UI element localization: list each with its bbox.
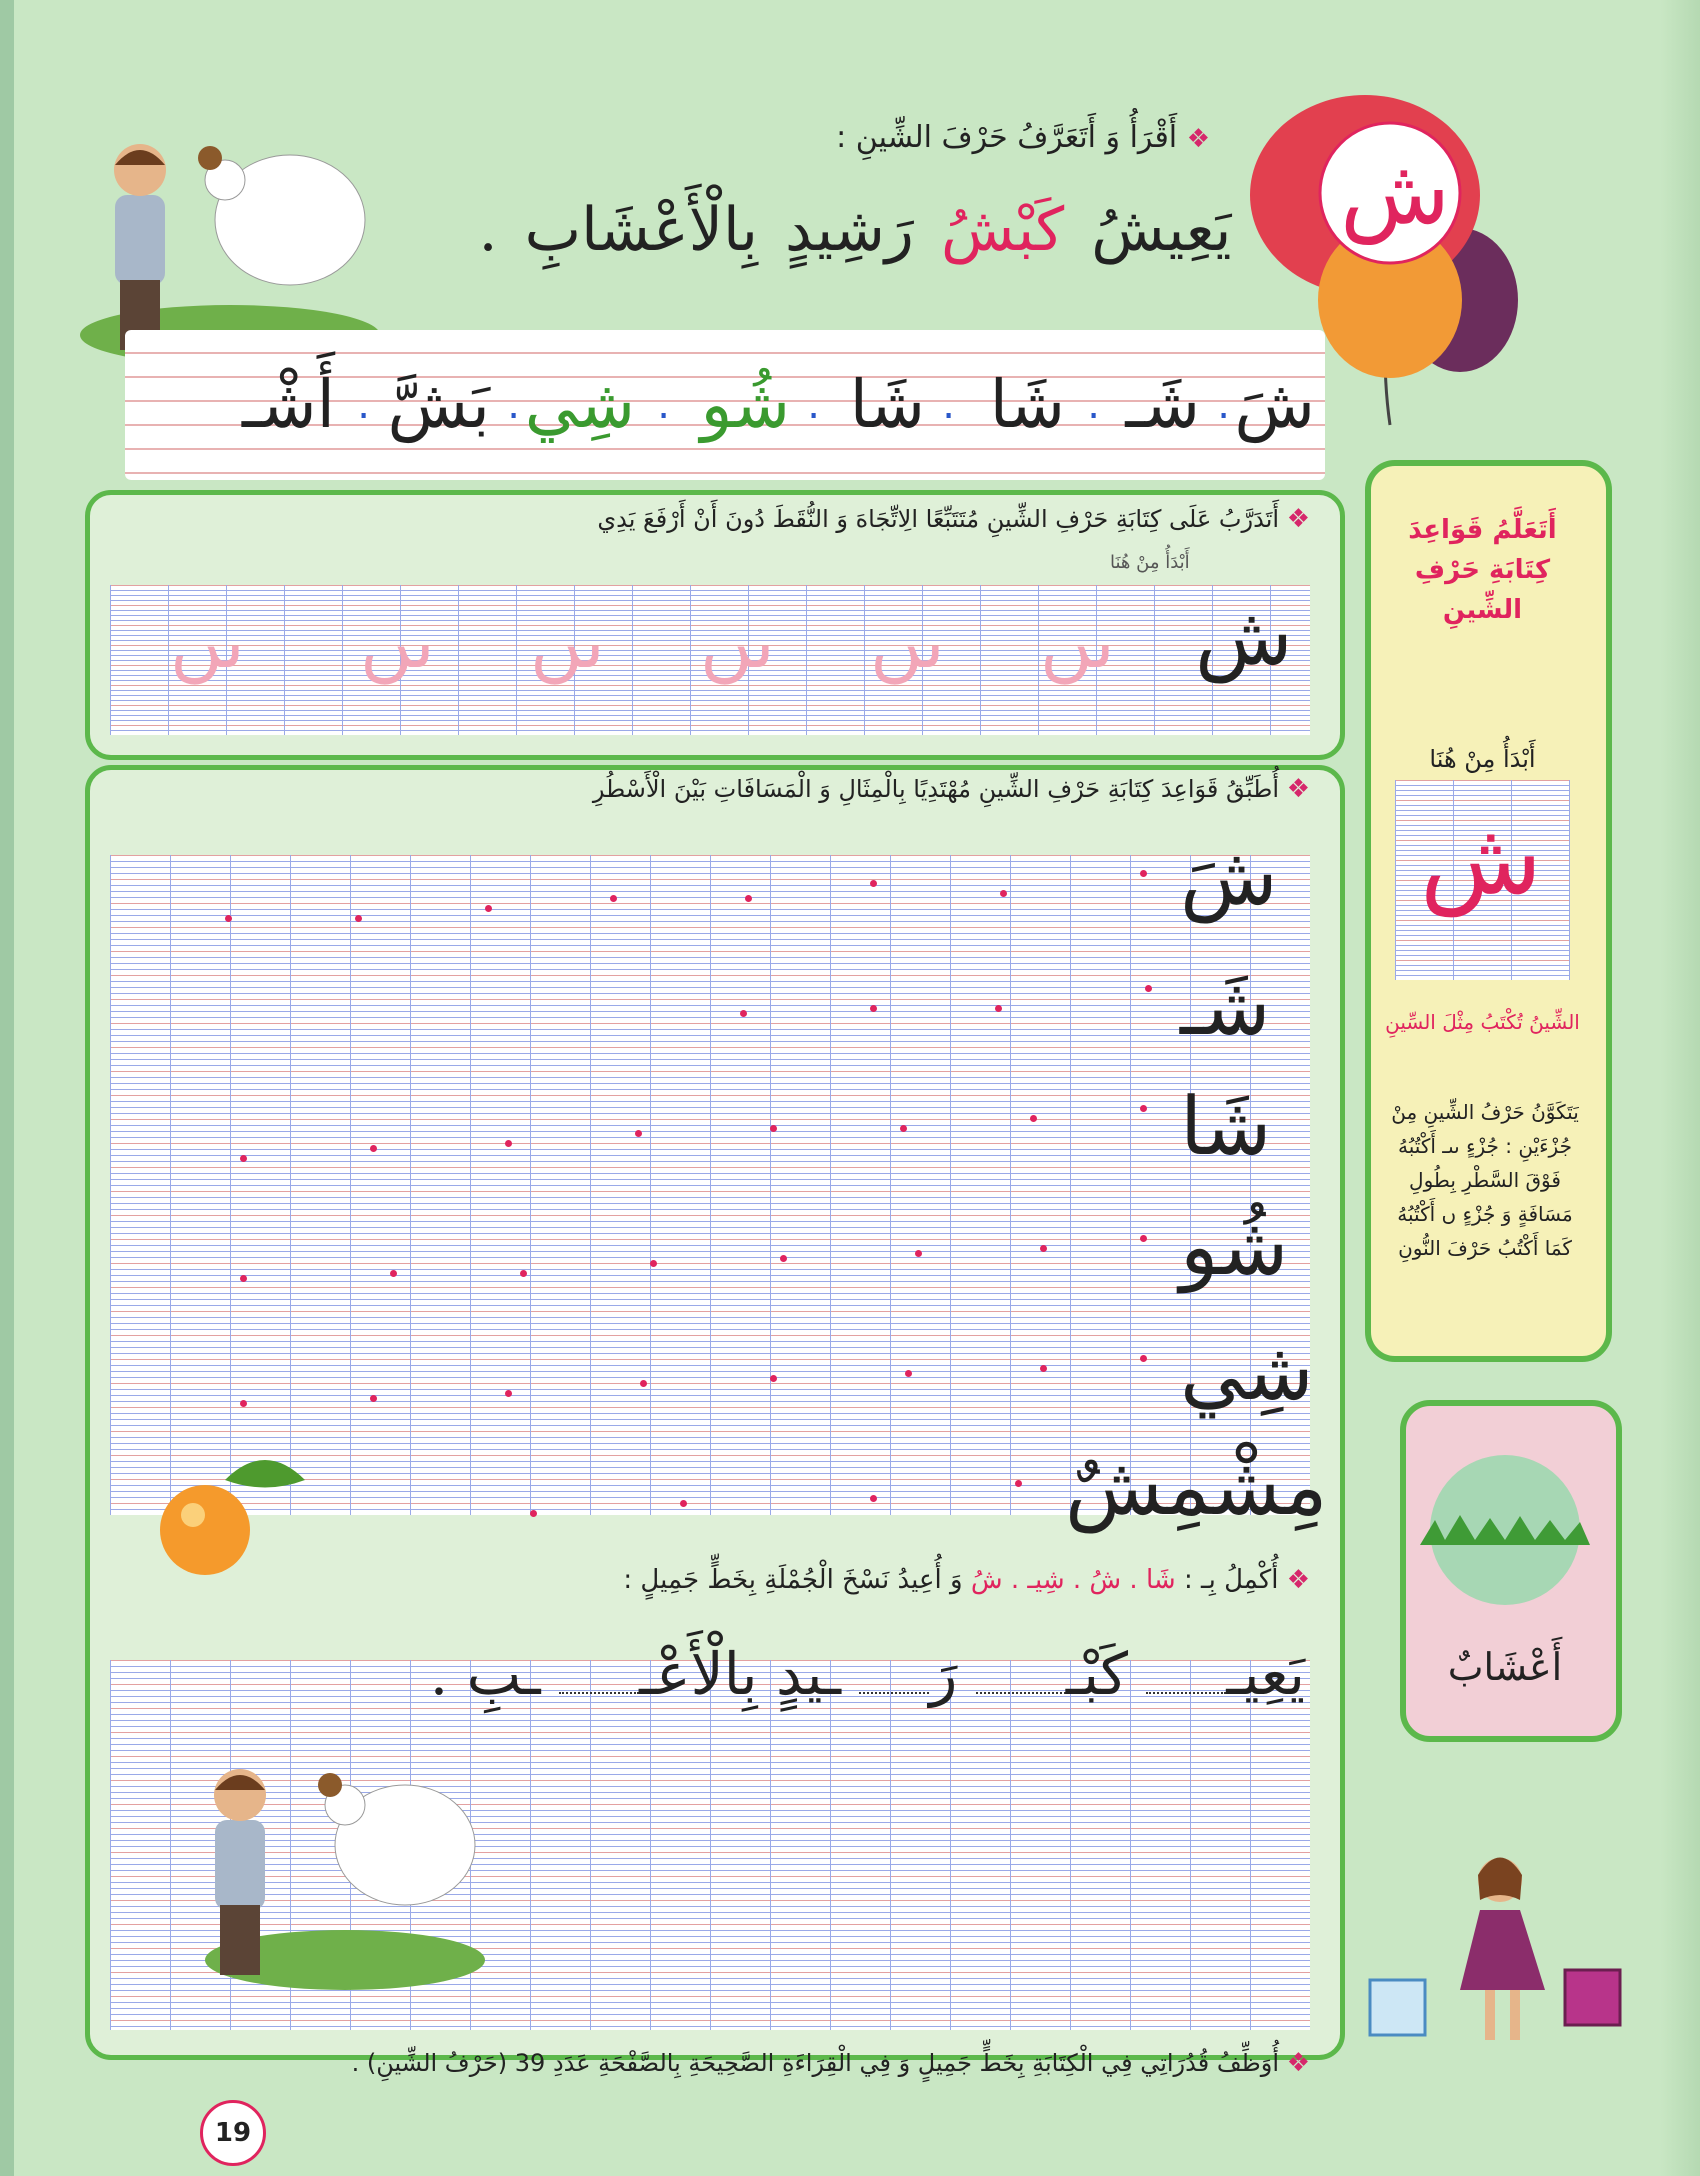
blank[interactable] — [1146, 1692, 1226, 1694]
start-dot — [995, 1005, 1002, 1012]
traced-letter: ىں — [870, 600, 945, 684]
rules-letter: ش — [1420, 800, 1543, 917]
blank[interactable] — [859, 1692, 929, 1694]
traced-letter: ىں — [700, 600, 775, 684]
page-edge — [0, 0, 14, 2176]
start-dot — [1140, 1235, 1147, 1242]
start-dot — [915, 1250, 922, 1257]
model-letter: شُو — [1180, 1200, 1289, 1293]
word-1: يَعِيشُ — [1091, 195, 1232, 265]
section4-options: شَا . شُ . شِيـ . شُ — [970, 1565, 1176, 1595]
word-3: رَشِيدٍ — [785, 195, 914, 265]
start-dot — [1030, 1115, 1037, 1122]
bullet-icon: ❖ — [1186, 124, 1210, 154]
boy-sheep-illustration — [195, 1760, 495, 2000]
start-dot — [870, 880, 877, 887]
start-dot — [390, 1270, 397, 1277]
blank[interactable] — [976, 1692, 1066, 1694]
syllable: بَشَّ — [387, 366, 490, 443]
separator-dot: . — [807, 382, 820, 428]
separator-dot: . — [357, 382, 370, 428]
bullet-icon: ❖ — [1286, 2048, 1310, 2078]
separator-dot: . — [1217, 382, 1230, 428]
syllable: شُو — [700, 366, 790, 443]
model-word: مِشْمِشٌ — [1065, 1440, 1328, 1533]
start-dot — [240, 1275, 247, 1282]
start-dot — [905, 1370, 912, 1377]
start-dot — [770, 1375, 777, 1382]
separator-dot: . — [507, 382, 520, 428]
model-letter: شَا — [1180, 1080, 1272, 1173]
grass-icon — [1420, 1510, 1590, 1550]
section1-header — [836, 120, 1210, 155]
start-dot — [635, 1130, 642, 1137]
girl-illustration — [1350, 1840, 1630, 2060]
traced-letter: ىں — [170, 600, 245, 684]
start-dot — [770, 1125, 777, 1132]
syllable: شَا — [849, 366, 925, 443]
start-dot — [900, 1125, 907, 1132]
fill-part: ـيدٍ بِالْأَعْـ — [639, 1640, 841, 1708]
start-dot — [1040, 1245, 1047, 1252]
start-dot — [1140, 1105, 1147, 1112]
start-dot — [355, 915, 362, 922]
page-shade — [1660, 0, 1700, 2176]
syllable: شِي — [524, 366, 635, 443]
start-dot — [780, 1255, 787, 1262]
blank[interactable] — [559, 1692, 639, 1694]
section2-header — [310, 500, 1310, 538]
fill-part: رَ — [929, 1640, 958, 1708]
start-dot — [650, 1260, 657, 1267]
rules-note: الشِّينُ تُكْتَبُ مِثْلَ السِّينِ — [1385, 1010, 1580, 1034]
bullet-icon: ❖ — [1286, 774, 1310, 804]
syllable: شَا — [989, 366, 1065, 443]
fill-part: كَبْـ — [1065, 1640, 1128, 1708]
bullet-icon: ❖ — [1286, 504, 1310, 534]
rules-start-hint: أَبْدَأُ مِنْ هُنَا — [1429, 745, 1536, 773]
traced-letter: ىں — [1040, 600, 1115, 684]
fill-part: ـبِ — [466, 1640, 541, 1708]
word-5: . — [478, 195, 498, 265]
writing-grid — [110, 855, 1310, 1515]
start-dot — [745, 895, 752, 902]
start-dot — [505, 1140, 512, 1147]
start-dot — [225, 915, 232, 922]
section3-instruction: أُطَبِّقُ قَوَاعِدَ كِتَابَةِ حَرْفِ الشِّينِ مُهْتَدِيًا بِالْمِثَالِ وَ الْمَسَافَاتِ بَيْنَ الْأَسْطُرِ — [592, 775, 1280, 803]
example-sentence — [470, 195, 1240, 295]
separator-dot: . — [942, 382, 955, 428]
syllable-row — [125, 330, 1325, 480]
start-dot — [870, 1005, 877, 1012]
example-letter: ش — [1195, 590, 1293, 683]
traced-letter: ىں — [530, 600, 605, 684]
separator-dot: . — [1087, 382, 1100, 428]
start-dot — [610, 895, 617, 902]
model-letter: شِي — [1180, 1325, 1314, 1418]
model-letter: شَـ — [1180, 960, 1271, 1053]
bullet-icon: ❖ — [1286, 1565, 1310, 1595]
start-dot — [370, 1395, 377, 1402]
section4-prefix: أُكْمِلُ بِـ : — [1183, 1565, 1279, 1595]
start-hint: أَبْدَأُ مِنْ هُنَا — [1110, 552, 1190, 573]
start-dot — [680, 1500, 687, 1507]
start-dot — [485, 905, 492, 912]
rules-title: أَتَعَلَّمُ قَوَاعِدَ كِتَابَةِ حَرْفِ الشِّينِ — [1408, 515, 1557, 625]
model-letter: شَ — [1180, 830, 1278, 923]
section4-header — [623, 1565, 1310, 1595]
word-4: بِالْأَعْشَابِ — [524, 195, 758, 265]
start-dot — [640, 1380, 647, 1387]
start-dot — [1015, 1480, 1022, 1487]
start-dot — [1140, 1355, 1147, 1362]
start-dot — [530, 1510, 537, 1517]
fill-sentence — [430, 1640, 1305, 1708]
section1-instruction: أَقْرَأُ وَ أَتَعَرَّفُ حَرْفَ الشِّينِ : — [836, 120, 1178, 155]
fill-part: . — [429, 1640, 449, 1708]
footer-line: أُوَظِّفُ قُدُرَاتِي فِي الْكِتَابَةِ بِخَطٍّ جَمِيلٍ وَ فِي الْقِرَاءَةِ الصَّحِيحَةِ بِالصَّفْحَةِ عَدَدِ 39 (حَرْفُ الشِّينِ) . — [351, 2049, 1280, 2077]
section2-instruction: أَتَدَرَّبُ عَلَى كِتَابَةِ حَرْفِ الشِّينِ مُتَتَبِّعًا الِاتِّجَاهَ وَ النُّقَطَ دُونَ أَنْ أَرْفَعَ يَدِي — [597, 505, 1280, 533]
fill-part: يَعِيـ — [1226, 1640, 1305, 1708]
start-dot — [740, 1010, 747, 1017]
start-dot — [240, 1400, 247, 1407]
separator-dot: . — [657, 382, 670, 428]
word-2: كَبْشُ — [940, 195, 1065, 265]
start-dot — [870, 1495, 877, 1502]
start-dot — [505, 1390, 512, 1397]
rules-body: يَتَكَوَّنُ حَرْفُ الشِّينِ مِنْ جُزْءَيْنِ : جُزْءٍ ىىـ أَكْتُبُهُ فَوْقَ السَّطْرِ بِطُولِ مَسَافَةٍ وَ جُزْءٍ ں أَكْتُبُهُ كَمَا أَكْتُبُ حَرْفَ النُّونِ — [1391, 1100, 1579, 1260]
footer-text — [310, 2040, 1310, 2086]
syllable: شَـ — [1125, 366, 1200, 443]
section3-header — [310, 770, 1310, 808]
apricot-illustration — [155, 1450, 325, 1580]
start-dot — [1040, 1365, 1047, 1372]
traced-letter: ىں — [360, 600, 435, 684]
letter-badge: ش — [1340, 140, 1450, 245]
start-dot — [1145, 985, 1152, 992]
start-dot — [370, 1145, 377, 1152]
start-dot — [1000, 890, 1007, 897]
section4-suffix: وَ أُعِيدُ نَسْخَ الْجُمْلَةِ بِخَطٍّ جَمِيلٍ : — [623, 1565, 963, 1595]
start-dot — [1140, 870, 1147, 877]
syllable: شَ — [1234, 366, 1315, 443]
start-dot — [240, 1155, 247, 1162]
start-dot — [520, 1270, 527, 1277]
syllable: أَشْـ — [242, 366, 335, 443]
page-number: 19 — [200, 2100, 266, 2166]
vocab-word: أَعْشَابٌ — [1447, 1645, 1563, 1689]
